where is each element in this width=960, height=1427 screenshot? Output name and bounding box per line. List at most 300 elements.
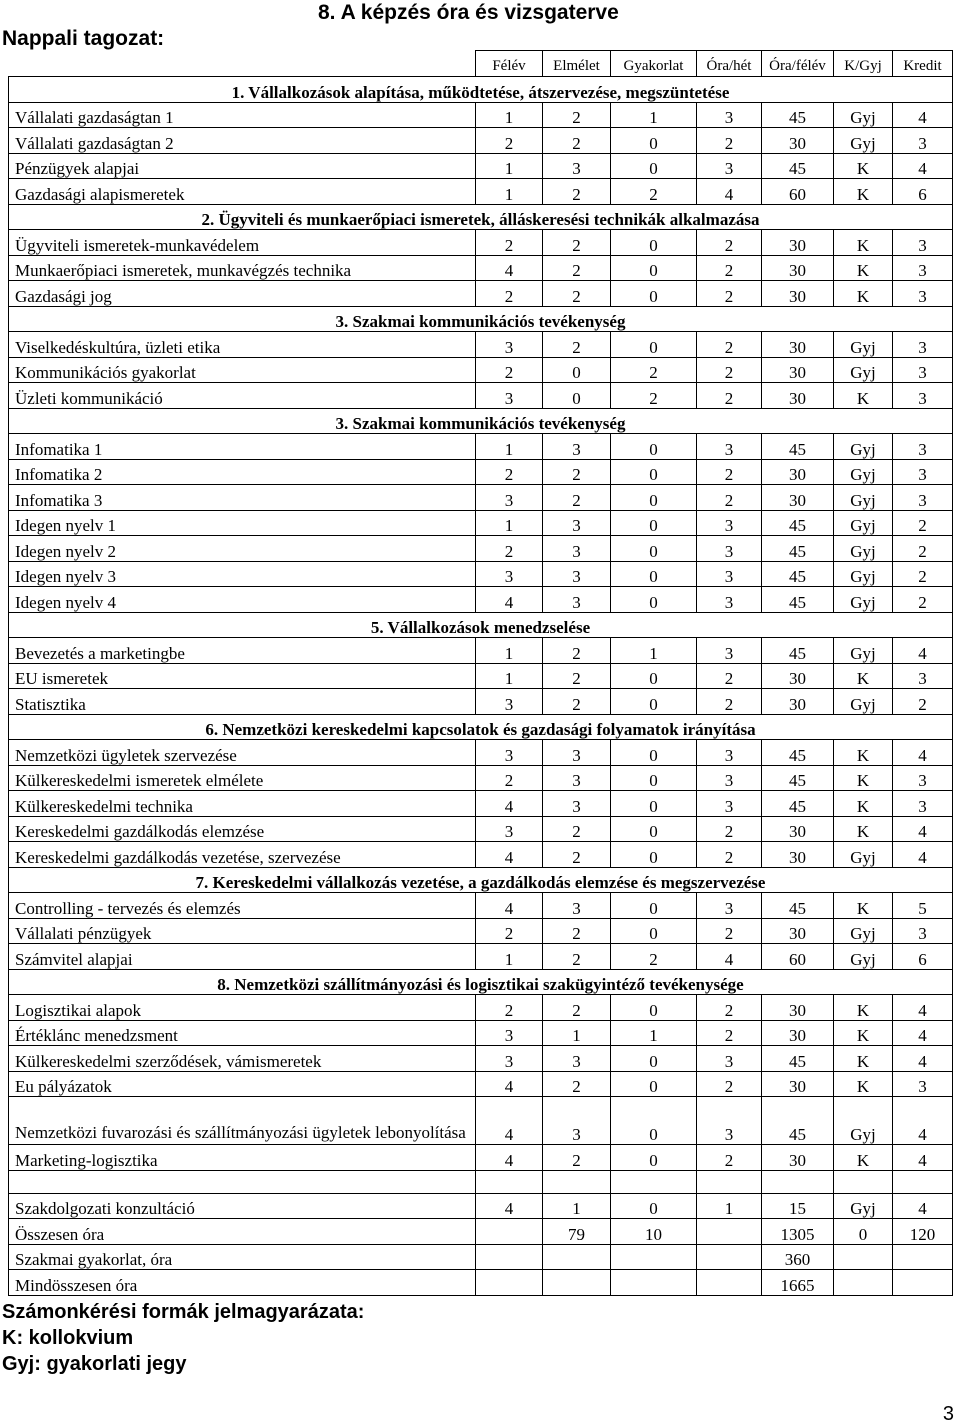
hours-week-cell: 2 bbox=[697, 1145, 762, 1171]
assessment-cell: Gyj bbox=[834, 102, 893, 128]
hours-semester-cell: 45 bbox=[762, 587, 834, 613]
theory-cell bbox=[543, 1244, 611, 1270]
hours-week-cell: 2 bbox=[697, 459, 762, 485]
practice-cell: 0 bbox=[611, 230, 697, 256]
subject-name-cell: Összesen óra bbox=[9, 1219, 476, 1245]
assessment-cell: Gyj bbox=[834, 459, 893, 485]
semester-cell: 3 bbox=[476, 332, 543, 358]
credit-cell: 2 bbox=[893, 587, 953, 613]
practice-cell: 0 bbox=[611, 1071, 697, 1097]
table-row bbox=[9, 587, 953, 613]
assessment-cell: K bbox=[834, 383, 893, 409]
subject-name-cell: Kommunikációs gyakorlat bbox=[9, 357, 476, 383]
section-header-row bbox=[9, 306, 953, 332]
assessment-cell: 0 bbox=[834, 1219, 893, 1245]
hours-semester-cell: 45 bbox=[762, 1097, 834, 1145]
theory-cell: 0 bbox=[543, 383, 611, 409]
hours-semester-cell: 45 bbox=[762, 638, 834, 664]
subject-name-cell: Üzleti kommunikáció bbox=[9, 383, 476, 409]
semester-cell: 3 bbox=[476, 561, 543, 587]
assessment-cell: K bbox=[834, 816, 893, 842]
hours-semester-cell: 30 bbox=[762, 842, 834, 868]
empty-cell bbox=[611, 1170, 697, 1193]
hours-week-cell: 2 bbox=[697, 230, 762, 256]
hours-week-cell: 2 bbox=[697, 663, 762, 689]
hours-semester-cell: 30 bbox=[762, 281, 834, 307]
hours-week-cell: 3 bbox=[697, 510, 762, 536]
practice-cell: 0 bbox=[611, 510, 697, 536]
credit-cell: 3 bbox=[893, 357, 953, 383]
semester-cell: 3 bbox=[476, 689, 543, 715]
theory-cell: 2 bbox=[543, 255, 611, 281]
semester-cell: 4 bbox=[476, 587, 543, 613]
semester-cell: 4 bbox=[476, 255, 543, 281]
hours-semester-cell: 45 bbox=[762, 434, 834, 460]
theory-cell: 2 bbox=[543, 638, 611, 664]
hours-week-cell: 2 bbox=[697, 1020, 762, 1046]
hours-week-cell: 3 bbox=[697, 587, 762, 613]
hours-week-cell: 3 bbox=[697, 1097, 762, 1145]
semester-cell bbox=[476, 1219, 543, 1245]
subject-name-cell: Nemzetközi ügyletek szervezése bbox=[9, 740, 476, 766]
assessment-cell: Gyj bbox=[834, 689, 893, 715]
page-number: 3 bbox=[942, 1403, 954, 1425]
semester-cell: 3 bbox=[476, 485, 543, 511]
practice-cell: 0 bbox=[611, 740, 697, 766]
hours-semester-cell: 45 bbox=[762, 561, 834, 587]
assessment-cell: Gyj bbox=[834, 332, 893, 358]
section-header-row bbox=[9, 204, 953, 230]
empty-cell bbox=[9, 1170, 476, 1193]
credit-cell: 3 bbox=[893, 332, 953, 358]
credit-cell: 2 bbox=[893, 689, 953, 715]
practice-cell: 0 bbox=[611, 281, 697, 307]
practice-row bbox=[9, 1244, 953, 1270]
hours-semester-cell: 45 bbox=[762, 893, 834, 919]
hours-week-cell: 2 bbox=[697, 128, 762, 154]
assessment-cell: Gyj bbox=[834, 434, 893, 460]
table-row bbox=[9, 740, 953, 766]
hours-semester-cell: 30 bbox=[762, 918, 834, 944]
grand-total-row bbox=[9, 1270, 953, 1296]
theory-cell: 0 bbox=[543, 357, 611, 383]
practice-cell: 2 bbox=[611, 179, 697, 205]
hours-semester-cell: 30 bbox=[762, 459, 834, 485]
subject-name-cell: Munkaerőpiaci ismeretek, munkavégzés technika bbox=[9, 255, 476, 281]
hours-week-cell: 2 bbox=[697, 281, 762, 307]
subject-name-cell: Infomatika 3 bbox=[9, 485, 476, 511]
credit-cell: 6 bbox=[893, 179, 953, 205]
hours-week-cell: 3 bbox=[697, 740, 762, 766]
table-row bbox=[9, 765, 953, 791]
subject-name-cell: Szakdolgozati konzultáció bbox=[9, 1193, 476, 1219]
credit-cell: 3 bbox=[893, 663, 953, 689]
subject-name-cell: Eu pályázatok bbox=[9, 1071, 476, 1097]
practice-cell: 0 bbox=[611, 791, 697, 817]
column-header: Félév bbox=[476, 51, 543, 77]
table-row bbox=[9, 179, 953, 205]
credit-cell: 3 bbox=[893, 459, 953, 485]
theory-cell bbox=[543, 1270, 611, 1296]
theory-cell: 3 bbox=[543, 587, 611, 613]
semester-cell: 3 bbox=[476, 1046, 543, 1072]
semester-cell bbox=[476, 1244, 543, 1270]
section-title: 5. Vállalkozások menedzselése bbox=[9, 612, 953, 638]
assessment-cell: Gyj bbox=[834, 536, 893, 562]
theory-cell: 2 bbox=[543, 485, 611, 511]
table-row bbox=[9, 791, 953, 817]
semester-cell: 2 bbox=[476, 357, 543, 383]
credit-cell: 3 bbox=[893, 255, 953, 281]
hours-week-cell: 2 bbox=[697, 357, 762, 383]
credit-cell: 4 bbox=[893, 842, 953, 868]
credit-cell: 3 bbox=[893, 765, 953, 791]
table-row bbox=[9, 459, 953, 485]
semester-cell: 2 bbox=[476, 281, 543, 307]
theory-cell: 2 bbox=[543, 1145, 611, 1171]
hours-semester-cell: 30 bbox=[762, 230, 834, 256]
hours-week-cell: 2 bbox=[697, 995, 762, 1021]
credit-cell: 3 bbox=[893, 918, 953, 944]
assessment-cell: Gyj bbox=[834, 944, 893, 970]
practice-cell: 0 bbox=[611, 536, 697, 562]
semester-cell: 4 bbox=[476, 1145, 543, 1171]
subject-name-cell: Infomatika 2 bbox=[9, 459, 476, 485]
credit-cell: 4 bbox=[893, 1193, 953, 1219]
hours-semester-cell: 45 bbox=[762, 153, 834, 179]
practice-cell: 0 bbox=[611, 995, 697, 1021]
hours-week-cell: 3 bbox=[697, 638, 762, 664]
hours-week-cell: 3 bbox=[697, 561, 762, 587]
assessment-cell: Gyj bbox=[834, 1193, 893, 1219]
table-row bbox=[9, 663, 953, 689]
table-row bbox=[9, 510, 953, 536]
section-title: 6. Nemzetközi kereskedelmi kapcsolatok és gazdasági folyamatok irányítása bbox=[9, 714, 953, 740]
theory-cell: 1 bbox=[543, 1193, 611, 1219]
hours-week-cell: 1 bbox=[697, 1193, 762, 1219]
credit-cell: 3 bbox=[893, 485, 953, 511]
subject-name-cell: Infomatika 1 bbox=[9, 434, 476, 460]
assessment-cell: Gyj bbox=[834, 128, 893, 154]
assessment-cell: Gyj bbox=[834, 918, 893, 944]
totals-row bbox=[9, 1219, 953, 1245]
section-header-row bbox=[9, 867, 953, 893]
practice-cell: 0 bbox=[611, 485, 697, 511]
empty-cell bbox=[762, 1170, 834, 1193]
theory-cell: 2 bbox=[543, 689, 611, 715]
subject-name-cell: Marketing-logisztika bbox=[9, 1145, 476, 1171]
section-header-row bbox=[9, 408, 953, 434]
practice-cell: 2 bbox=[611, 357, 697, 383]
credit-cell: 4 bbox=[893, 740, 953, 766]
column-header: Óra/hét bbox=[697, 51, 762, 77]
semester-cell: 1 bbox=[476, 663, 543, 689]
theory-cell: 3 bbox=[543, 561, 611, 587]
assessment-cell: K bbox=[834, 179, 893, 205]
hours-semester-cell: 360 bbox=[762, 1244, 834, 1270]
practice-cell: 1 bbox=[611, 102, 697, 128]
credit-cell: 3 bbox=[893, 230, 953, 256]
hours-semester-cell: 60 bbox=[762, 944, 834, 970]
assessment-cell: Gyj bbox=[834, 357, 893, 383]
practice-cell: 0 bbox=[611, 459, 697, 485]
subject-name-cell: Külkereskedelmi technika bbox=[9, 791, 476, 817]
credit-cell: 3 bbox=[893, 1071, 953, 1097]
theory-cell: 79 bbox=[543, 1219, 611, 1245]
hours-semester-cell: 45 bbox=[762, 1046, 834, 1072]
subject-name-cell: Idegen nyelv 2 bbox=[9, 536, 476, 562]
legend-k: K: kollokvium bbox=[2, 1327, 134, 1349]
hours-week-cell: 2 bbox=[697, 918, 762, 944]
practice-cell: 0 bbox=[611, 1145, 697, 1171]
section-title: 8. Nemzetközi szállítmányozási és logisztikai szakügyintéző tevékenysége bbox=[9, 969, 953, 995]
practice-cell: 1 bbox=[611, 638, 697, 664]
semester-cell: 4 bbox=[476, 1071, 543, 1097]
subject-name-cell: Számvitel alapjai bbox=[9, 944, 476, 970]
header-blank bbox=[9, 51, 476, 77]
theory-cell: 3 bbox=[543, 740, 611, 766]
semester-cell: 1 bbox=[476, 179, 543, 205]
table-row bbox=[9, 638, 953, 664]
section-subtitle: Nappali tagozat: bbox=[2, 27, 165, 50]
semester-cell: 2 bbox=[476, 536, 543, 562]
theory-cell: 3 bbox=[543, 893, 611, 919]
section-title: 3. Szakmai kommunikációs tevékenység bbox=[9, 408, 953, 434]
hours-semester-cell: 45 bbox=[762, 102, 834, 128]
hours-semester-cell: 45 bbox=[762, 765, 834, 791]
subject-name-cell: Statisztika bbox=[9, 689, 476, 715]
practice-cell: 0 bbox=[611, 1193, 697, 1219]
subject-name-cell: Vállalati pénzügyek bbox=[9, 918, 476, 944]
subject-name-cell: Kereskedelmi gazdálkodás vezetése, szervezése bbox=[9, 842, 476, 868]
theory-cell: 2 bbox=[543, 1071, 611, 1097]
table-row bbox=[9, 383, 953, 409]
table-row bbox=[9, 281, 953, 307]
semester-cell: 1 bbox=[476, 153, 543, 179]
legend-gyj: Gyj: gyakorlati jegy bbox=[2, 1353, 187, 1375]
assessment-cell: Gyj bbox=[834, 587, 893, 613]
hours-week-cell: 2 bbox=[697, 485, 762, 511]
section-header-row bbox=[9, 612, 953, 638]
theory-cell: 2 bbox=[543, 842, 611, 868]
subject-name-cell: Ügyviteli ismeretek-munkavédelem bbox=[9, 230, 476, 256]
practice-cell: 1 bbox=[611, 1020, 697, 1046]
table-row bbox=[9, 128, 953, 154]
practice-cell: 0 bbox=[611, 918, 697, 944]
hours-week-cell: 2 bbox=[697, 1071, 762, 1097]
hours-week-cell bbox=[697, 1244, 762, 1270]
practice-cell: 0 bbox=[611, 255, 697, 281]
assessment-cell: K bbox=[834, 255, 893, 281]
theory-cell: 2 bbox=[543, 179, 611, 205]
assessment-cell: K bbox=[834, 995, 893, 1021]
credit-cell: 2 bbox=[893, 561, 953, 587]
practice-cell: 0 bbox=[611, 816, 697, 842]
hours-semester-cell: 30 bbox=[762, 995, 834, 1021]
assessment-cell: Gyj bbox=[834, 1097, 893, 1145]
semester-cell: 2 bbox=[476, 918, 543, 944]
hours-week-cell: 2 bbox=[697, 816, 762, 842]
hours-semester-cell: 45 bbox=[762, 740, 834, 766]
hours-week-cell: 3 bbox=[697, 893, 762, 919]
table-row bbox=[9, 255, 953, 281]
hours-week-cell: 2 bbox=[697, 383, 762, 409]
subject-name-cell: Külkereskedelmi ismeretek elmélete bbox=[9, 765, 476, 791]
semester-cell bbox=[476, 1270, 543, 1296]
empty-cell bbox=[543, 1170, 611, 1193]
table-row bbox=[9, 102, 953, 128]
section-title: 3. Szakmai kommunikációs tevékenység bbox=[9, 306, 953, 332]
semester-cell: 4 bbox=[476, 791, 543, 817]
theory-cell: 2 bbox=[543, 663, 611, 689]
credit-cell: 3 bbox=[893, 383, 953, 409]
hours-semester-cell: 1665 bbox=[762, 1270, 834, 1296]
table-row bbox=[9, 332, 953, 358]
assessment-cell: K bbox=[834, 1020, 893, 1046]
hours-week-cell: 4 bbox=[697, 179, 762, 205]
semester-cell: 3 bbox=[476, 383, 543, 409]
credit-cell: 3 bbox=[893, 281, 953, 307]
hours-week-cell bbox=[697, 1270, 762, 1296]
credit-cell: 4 bbox=[893, 1097, 953, 1145]
subject-name-cell: Vállalati gazdaságtan 1 bbox=[9, 102, 476, 128]
empty-cell bbox=[834, 1170, 893, 1193]
hours-semester-cell: 45 bbox=[762, 791, 834, 817]
credit-cell: 4 bbox=[893, 638, 953, 664]
theory-cell: 2 bbox=[543, 995, 611, 1021]
practice-cell: 2 bbox=[611, 944, 697, 970]
subject-name-cell: Logisztikai alapok bbox=[9, 995, 476, 1021]
hours-semester-cell: 30 bbox=[762, 689, 834, 715]
credit-cell: 4 bbox=[893, 1020, 953, 1046]
credit-cell: 4 bbox=[893, 1145, 953, 1171]
table-row bbox=[9, 816, 953, 842]
subject-name-cell: Idegen nyelv 1 bbox=[9, 510, 476, 536]
assessment-cell: K bbox=[834, 765, 893, 791]
hours-week-cell: 2 bbox=[697, 689, 762, 715]
practice-cell: 10 bbox=[611, 1219, 697, 1245]
theory-cell: 2 bbox=[543, 230, 611, 256]
semester-cell: 1 bbox=[476, 434, 543, 460]
semester-cell: 4 bbox=[476, 1097, 543, 1145]
table-row bbox=[9, 153, 953, 179]
hours-week-cell bbox=[697, 1219, 762, 1245]
empty-cell bbox=[893, 1170, 953, 1193]
subject-name-cell: Nemzetközi fuvarozási és szállítmányozási ügyletek lebonyolítása bbox=[9, 1097, 476, 1145]
hours-semester-cell: 1305 bbox=[762, 1219, 834, 1245]
practice-cell: 0 bbox=[611, 587, 697, 613]
assessment-cell bbox=[834, 1244, 893, 1270]
semester-cell: 1 bbox=[476, 638, 543, 664]
hours-semester-cell: 30 bbox=[762, 128, 834, 154]
practice-cell: 0 bbox=[611, 1046, 697, 1072]
theory-cell: 2 bbox=[543, 281, 611, 307]
column-header: K/Gyj bbox=[834, 51, 893, 77]
section-title: 7. Kereskedelmi vállalkozás vezetése, a gazdálkodás elemzése és megszervezése bbox=[9, 867, 953, 893]
credit-cell: 4 bbox=[893, 995, 953, 1021]
hours-semester-cell: 30 bbox=[762, 255, 834, 281]
legend-title: Számonkérési formák jelmagyarázata: bbox=[2, 1301, 365, 1323]
table-row bbox=[9, 1071, 953, 1097]
section-header-row bbox=[9, 714, 953, 740]
subject-name-cell: Viselkedéskultúra, üzleti etika bbox=[9, 332, 476, 358]
subject-name-cell: EU ismeretek bbox=[9, 663, 476, 689]
credit-cell: 120 bbox=[893, 1219, 953, 1245]
practice-cell: 0 bbox=[611, 1097, 697, 1145]
credit-cell: 4 bbox=[893, 102, 953, 128]
table-row bbox=[9, 561, 953, 587]
curriculum-table bbox=[8, 50, 953, 1296]
assessment-cell: Gyj bbox=[834, 842, 893, 868]
hours-semester-cell: 30 bbox=[762, 663, 834, 689]
subject-name-cell: Kereskedelmi gazdálkodás elemzése bbox=[9, 816, 476, 842]
hours-week-cell: 3 bbox=[697, 765, 762, 791]
subject-name-cell: Mindösszesen óra bbox=[9, 1270, 476, 1296]
practice-cell bbox=[611, 1244, 697, 1270]
hours-semester-cell: 30 bbox=[762, 485, 834, 511]
theory-cell: 1 bbox=[543, 1020, 611, 1046]
credit-cell: 4 bbox=[893, 1046, 953, 1072]
table-row bbox=[9, 918, 953, 944]
semester-cell: 4 bbox=[476, 893, 543, 919]
hours-semester-cell: 30 bbox=[762, 383, 834, 409]
assessment-cell: K bbox=[834, 893, 893, 919]
hours-semester-cell: 60 bbox=[762, 179, 834, 205]
semester-cell: 3 bbox=[476, 816, 543, 842]
practice-cell: 0 bbox=[611, 663, 697, 689]
subject-name-cell: Értéklánc menedzsment bbox=[9, 1020, 476, 1046]
subject-name-cell: Gazdasági alapismeretek bbox=[9, 179, 476, 205]
assessment-cell: Gyj bbox=[834, 638, 893, 664]
empty-cell bbox=[476, 1170, 543, 1193]
theory-cell: 3 bbox=[543, 510, 611, 536]
hours-week-cell: 2 bbox=[697, 332, 762, 358]
assessment-cell: K bbox=[834, 740, 893, 766]
hours-week-cell: 4 bbox=[697, 944, 762, 970]
section-title: 1. Vállalkozások alapítása, működtetése, átszervezése, megszüntetése bbox=[9, 77, 953, 103]
practice-cell: 0 bbox=[611, 842, 697, 868]
table-row bbox=[9, 434, 953, 460]
column-header: Kredit bbox=[893, 51, 953, 77]
subject-name-cell: Idegen nyelv 4 bbox=[9, 587, 476, 613]
section-title: 2. Ügyviteli és munkaerőpiaci ismeretek, álláskeresési technikák alkalmazása bbox=[9, 204, 953, 230]
assessment-cell: K bbox=[834, 1071, 893, 1097]
semester-cell: 2 bbox=[476, 995, 543, 1021]
credit-cell: 2 bbox=[893, 510, 953, 536]
theory-cell: 3 bbox=[543, 1097, 611, 1145]
column-header: Óra/félév bbox=[762, 51, 834, 77]
hours-week-cell: 3 bbox=[697, 153, 762, 179]
practice-cell: 0 bbox=[611, 689, 697, 715]
credit-cell: 5 bbox=[893, 893, 953, 919]
practice-cell bbox=[611, 1270, 697, 1296]
empty-cell bbox=[697, 1170, 762, 1193]
theory-cell: 2 bbox=[543, 332, 611, 358]
theory-cell: 2 bbox=[543, 944, 611, 970]
theory-cell: 3 bbox=[543, 536, 611, 562]
table-row bbox=[9, 536, 953, 562]
subject-name-cell: Pénzügyek alapjai bbox=[9, 153, 476, 179]
theory-cell: 3 bbox=[543, 791, 611, 817]
assessment-cell: K bbox=[834, 1046, 893, 1072]
table-row bbox=[9, 995, 953, 1021]
practice-cell: 0 bbox=[611, 128, 697, 154]
table-row bbox=[9, 1097, 953, 1145]
table-row bbox=[9, 1020, 953, 1046]
theory-cell: 3 bbox=[543, 153, 611, 179]
theory-cell: 2 bbox=[543, 816, 611, 842]
page-title: 8. A képzés óra és vizsgaterve bbox=[318, 1, 619, 24]
